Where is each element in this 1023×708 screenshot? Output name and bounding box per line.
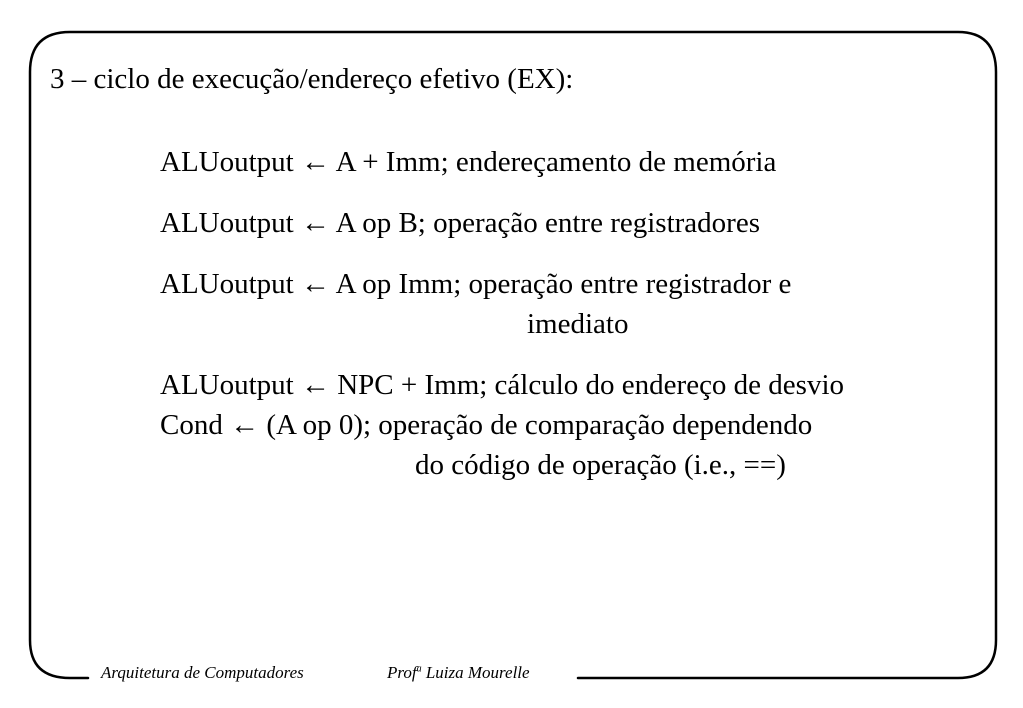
footer-prof-superscript: a xyxy=(416,663,422,675)
slide-heading: 3 – ciclo de execução/endereço efetivo (EX): xyxy=(50,63,574,95)
cond-line-comparison-continued: do código de operação (i.e., ==) xyxy=(415,449,786,481)
alu-line-register-operation: ALUoutput ← A op B; operação entre registradores xyxy=(160,207,760,239)
footer-course-title: Arquitetura de Computadores xyxy=(101,663,304,682)
alu-line-memory-address: ALUoutput ← A + Imm; endereçamento de memória xyxy=(160,146,777,178)
alu-line-immediate-operation: ALUoutput ← A op Imm; operação entre registrador e xyxy=(160,268,792,300)
footer-prof-name: Luiza Mourelle xyxy=(425,663,530,682)
alu-line-immediate-operation-continued: imediato xyxy=(527,308,629,340)
footer-prof-prefix: Prof xyxy=(387,663,417,682)
footer-professor xyxy=(387,662,530,684)
alu-line-branch-address: ALUoutput ← NPC + Imm; cálculo do endereço de desvio xyxy=(160,369,845,401)
cond-line-comparison: Cond ← (A op 0); operação de comparação dependendo xyxy=(160,409,813,441)
